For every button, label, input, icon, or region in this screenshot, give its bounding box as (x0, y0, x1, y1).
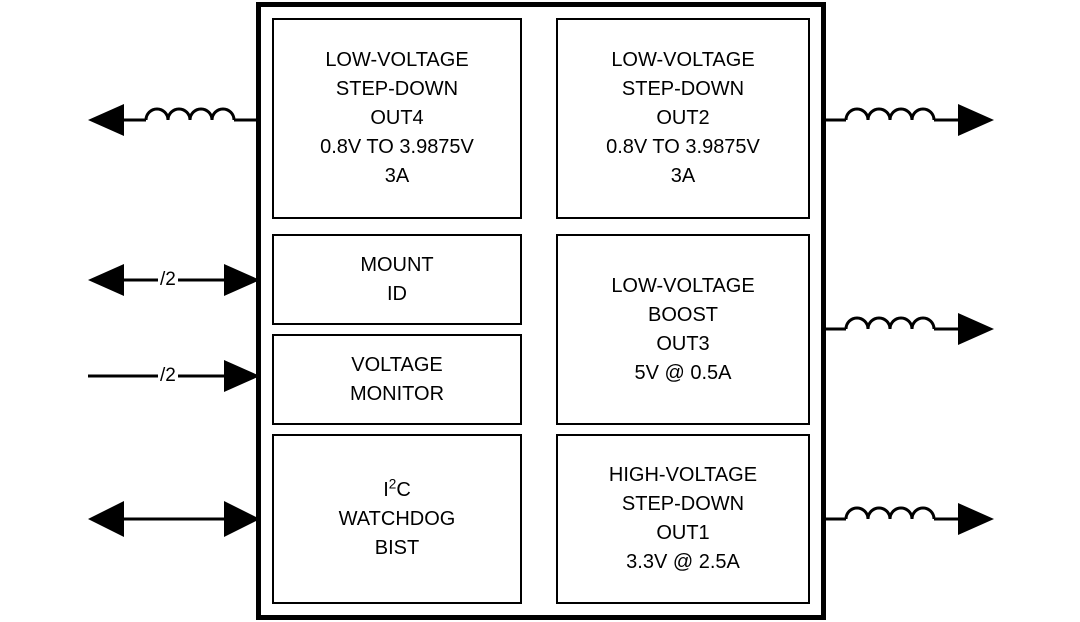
block-line: HIGH-VOLTAGE (608, 464, 758, 486)
block-line: ID (387, 282, 407, 305)
block-line: 3A (670, 165, 696, 187)
block-line: 3A (384, 165, 410, 187)
block-line: LOW-VOLTAGE (611, 274, 755, 297)
block-i2c-watchdog-bist (272, 434, 522, 604)
out1-inductor-connection (822, 495, 994, 543)
block-line: 3.3V @ 2.5A (626, 551, 740, 573)
block-voltage-monitor (272, 334, 522, 425)
block-line: 5V @ 0.5A (634, 361, 732, 384)
block-line: BOOST (647, 303, 718, 326)
block-line: OUT1 (656, 522, 710, 544)
block-line: LOW-VOLTAGE (325, 49, 469, 71)
block-line: OUT4 (370, 107, 424, 129)
i2c-bus-connection (88, 495, 260, 543)
block-line: OUT2 (656, 107, 710, 129)
out3-inductor-connection (822, 305, 994, 353)
block-low-voltage-boost-out3 (556, 234, 810, 425)
mount-id-bus-label: /2 (160, 269, 176, 290)
out4-inductor-connection (88, 96, 260, 144)
out2-inductor-connection (822, 96, 994, 144)
block-line: WATCHDOG (338, 507, 456, 530)
block-line: BIST (374, 536, 420, 559)
block-line: STEP-DOWN (335, 78, 459, 100)
block-line: 0.8V TO 3.9875V (320, 136, 474, 158)
block-line: MONITOR (349, 382, 445, 405)
block-line: STEP-DOWN (621, 78, 745, 100)
block-mount-id (272, 234, 522, 325)
block-line: STEP-DOWN (621, 493, 745, 515)
block-line: MOUNT (360, 253, 434, 276)
block-line: VOLTAGE (351, 353, 443, 376)
block-line: OUT3 (656, 332, 710, 355)
block-line: LOW-VOLTAGE (611, 49, 755, 71)
block-line: $I^2C$ (383, 475, 411, 501)
block-high-voltage-step-down-out1 (556, 434, 810, 604)
voltage-monitor-bus-label: /2 (160, 365, 176, 386)
block-low-voltage-step-down-out2 (556, 18, 810, 219)
block-line: 0.8V TO 3.9875V (606, 136, 760, 158)
block-low-voltage-step-down-out4 (272, 18, 522, 219)
